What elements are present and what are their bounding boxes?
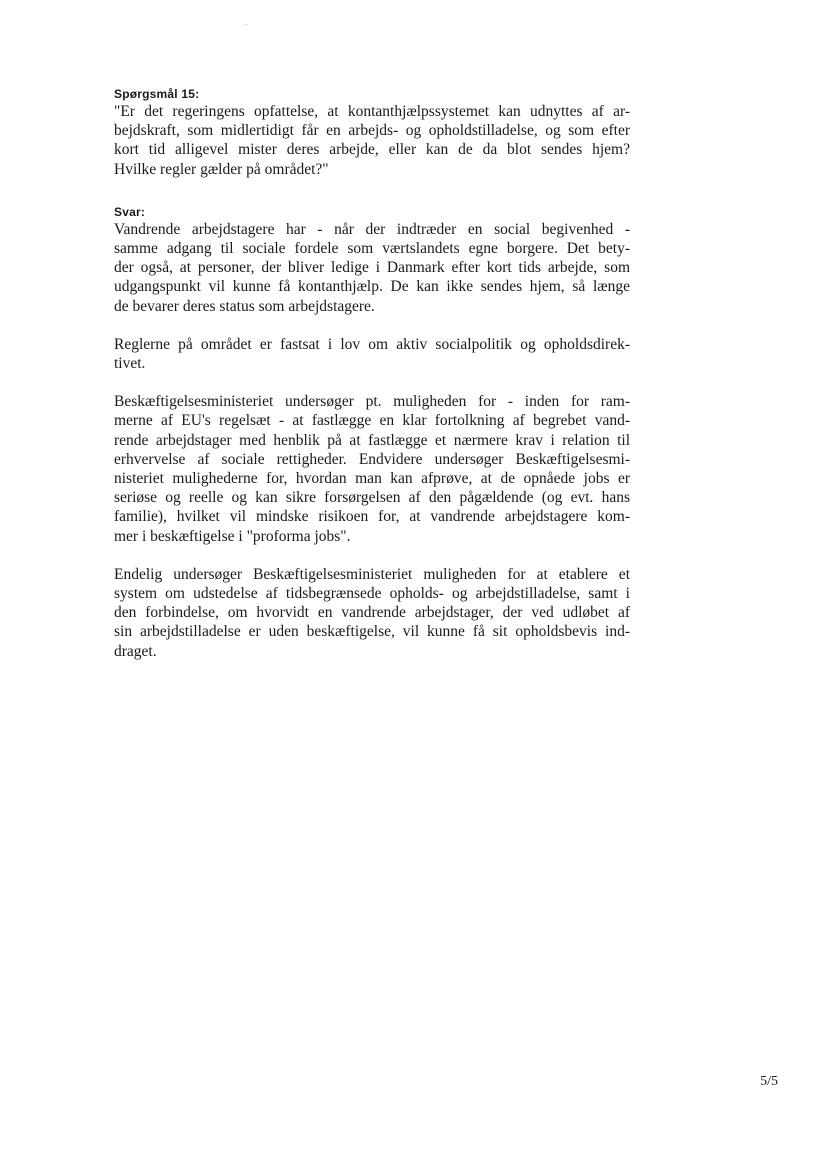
answer-line: rende arbejdstager med henblik på at fastlægge et nærmere krav i relation til	[114, 431, 630, 449]
answer-line: Reglerne på området er fastsat i lov om aktiv socialpolitik og opholdsdirek-	[114, 335, 630, 353]
answer-paragraph-4	[114, 565, 630, 661]
question-line: "Er det regeringens opfattelse, at kontanthjælpssystemet kan udnyttes af ar-	[114, 103, 630, 120]
answer-line: de bevarer deres status som arbejdstagere.	[114, 297, 375, 315]
answer-line: Vandrende arbejdstagere har - når der indtræder en social begivenhed -	[114, 220, 630, 238]
question-line: Hvilke regler gælder på området?"	[114, 160, 329, 178]
question-line: bejdskraft, som midlertidigt får en arbejds- og opholdstilladelse, og som efter	[114, 122, 630, 140]
answer-line: den forbindelse, om hvorvidt en vandrende arbejdstager, der ved udløbet af	[114, 604, 630, 622]
answer-line: sin arbejdstilladelse er uden beskæftigelse, vil kunne få sit opholdsbevis ind-	[114, 623, 630, 641]
answer-line: erhvervelse af sociale rettigheder. Endvidere undersøger Beskæftigelsesmi-	[114, 450, 630, 468]
answer-label: Svar:	[114, 204, 146, 219]
answer-line: samme adgang til sociale fordele som værtslandets egne borgere. Det bety-	[114, 240, 630, 258]
document-body	[114, 87, 630, 661]
answer-line: Beskæftigelsesministeriet undersøger pt. muligheden for - inden for ram-	[114, 393, 630, 411]
answer-paragraph-1	[114, 220, 630, 316]
question-line: kort tid alligevel mister deres arbejde, eller kan de da blot sendes hjem?	[114, 141, 630, 159]
page-number: 5/5	[760, 1074, 778, 1089]
answer-line: Endelig undersøger Beskæftigelsesministeriet muligheden for at etablere et	[114, 565, 630, 583]
answer-line: seriøse og reelle og kan sikre forsørgelsen af den pågældende (og evt. hans	[114, 489, 630, 507]
answer-paragraph-3	[114, 392, 630, 546]
answer-line: der også, at personer, der bliver ledige i Danmark efter kort tids arbejde, som	[114, 259, 630, 277]
answer-line: system om udstedelse af tidsbegrænsede opholds- og arbejdstilladelse, samt i	[114, 585, 630, 603]
question-text	[114, 102, 630, 179]
answer-paragraph-2	[114, 335, 630, 373]
answer-line: udgangspunkt vil kunne få kontanthjælp. De kan ikke sendes hjem, så længe	[114, 278, 630, 296]
answer-line: nisteriet mulighederne for, hvordan man kan afprøve, at de opnåede jobs er	[114, 470, 630, 488]
question-label: Spørgsmål 15:	[114, 87, 200, 101]
answer-line: tivet.	[114, 355, 146, 373]
answer-line: mer i beskæftigelse i "proforma jobs".	[114, 527, 351, 545]
answer-line: merne af EU's regelsæt - at fastlægge en klar fortolkning af begrebet vand-	[114, 412, 630, 430]
answer-line: familie), hvilket vil mindske risikoen for, at vandrende arbejdstagere kom-	[114, 508, 630, 526]
answer-line: draget.	[114, 642, 157, 660]
scan-speck	[246, 24, 247, 25]
